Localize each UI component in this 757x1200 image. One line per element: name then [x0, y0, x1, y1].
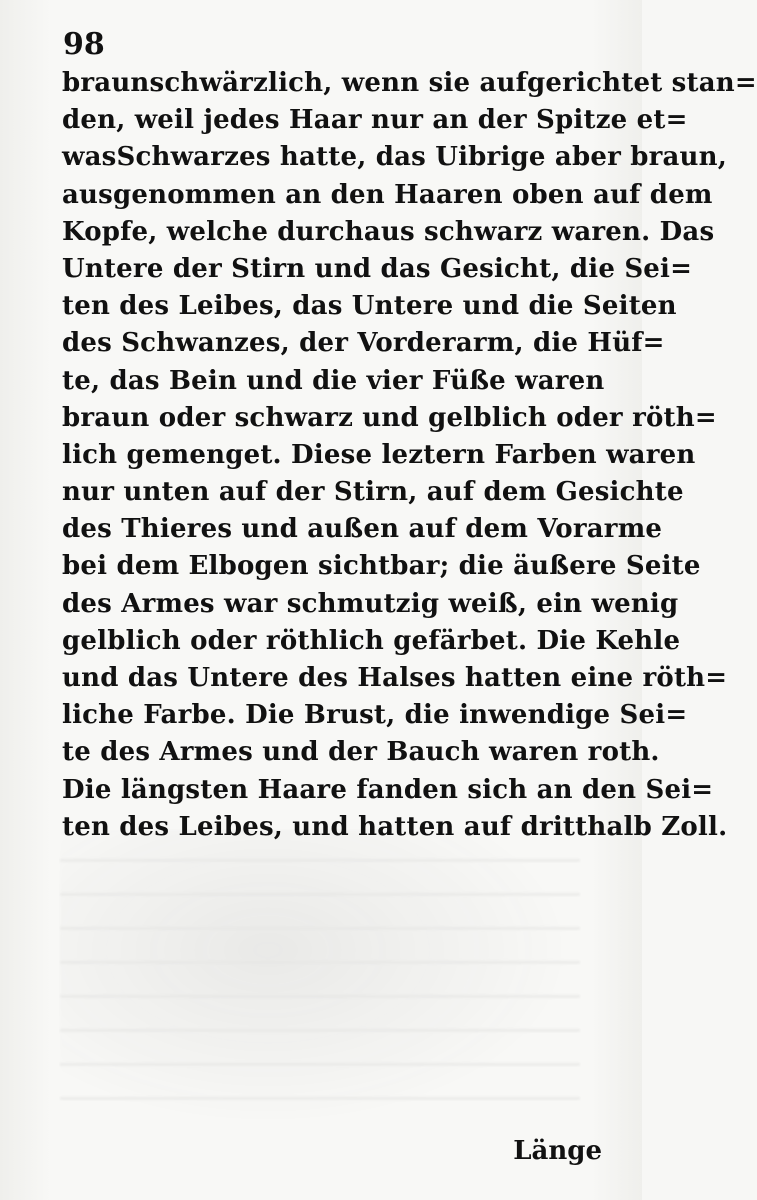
text-line: nur unten auf der Stirn, auf dem Gesichte [62, 477, 684, 508]
text-line: des Schwanzes, der Vorderarm, die Hüf= [62, 328, 665, 359]
text-line: des Armes war schmutzig weiß, ein wenig [62, 588, 679, 619]
show-through-texture [60, 830, 580, 1130]
text-line: te des Armes und der Bauch waren roth. [62, 737, 660, 768]
text-line: gelblich oder röthlich gefärbet. Die Kehle [62, 625, 681, 656]
text-line: Kopfe, welche durchaus schwarz waren. Das [62, 216, 715, 247]
body-text [62, 65, 757, 846]
text-line: ten des Leibes, und hatten auf dritthalb Zoll. [62, 811, 728, 842]
text-line: lich gemenget. Diese leztern Farben waren [62, 439, 696, 470]
text-line: ausgenommen an den Haaren oben auf dem [62, 179, 713, 210]
text-line: und das Untere des Halses hatten eine röth= [62, 663, 728, 693]
text-line: bei dem Elbogen sichtbar; die äußere Seite [62, 551, 701, 582]
text-line: ten des Leibes, das Untere und die Seiten [62, 291, 677, 322]
text-line: braun oder schwarz und gelblich oder röth= [62, 402, 717, 433]
text-line: braunschwärzlich, wenn sie aufgerichtet stan= [62, 68, 757, 98]
text-line: den, weil jedes Haar nur an der Spitze et= [62, 105, 688, 136]
text-line: liche Farbe. Die Brust, die inwendige Sei= [62, 700, 688, 731]
text-line: des Thieres und außen auf dem Vorarme [62, 514, 663, 545]
text-line: Untere der Stirn und das Gesicht, die Sei= [62, 253, 693, 284]
page-number: 98 [63, 27, 105, 62]
text-line: Die längsten Haare fanden sich an den Sei= [62, 774, 714, 805]
text-line: wasSchwarzes hatte, das Uibrige aber braun, [62, 142, 728, 173]
text-line: te, das Bein und die vier Füße waren [62, 365, 605, 396]
catchword: Länge [513, 1136, 602, 1166]
